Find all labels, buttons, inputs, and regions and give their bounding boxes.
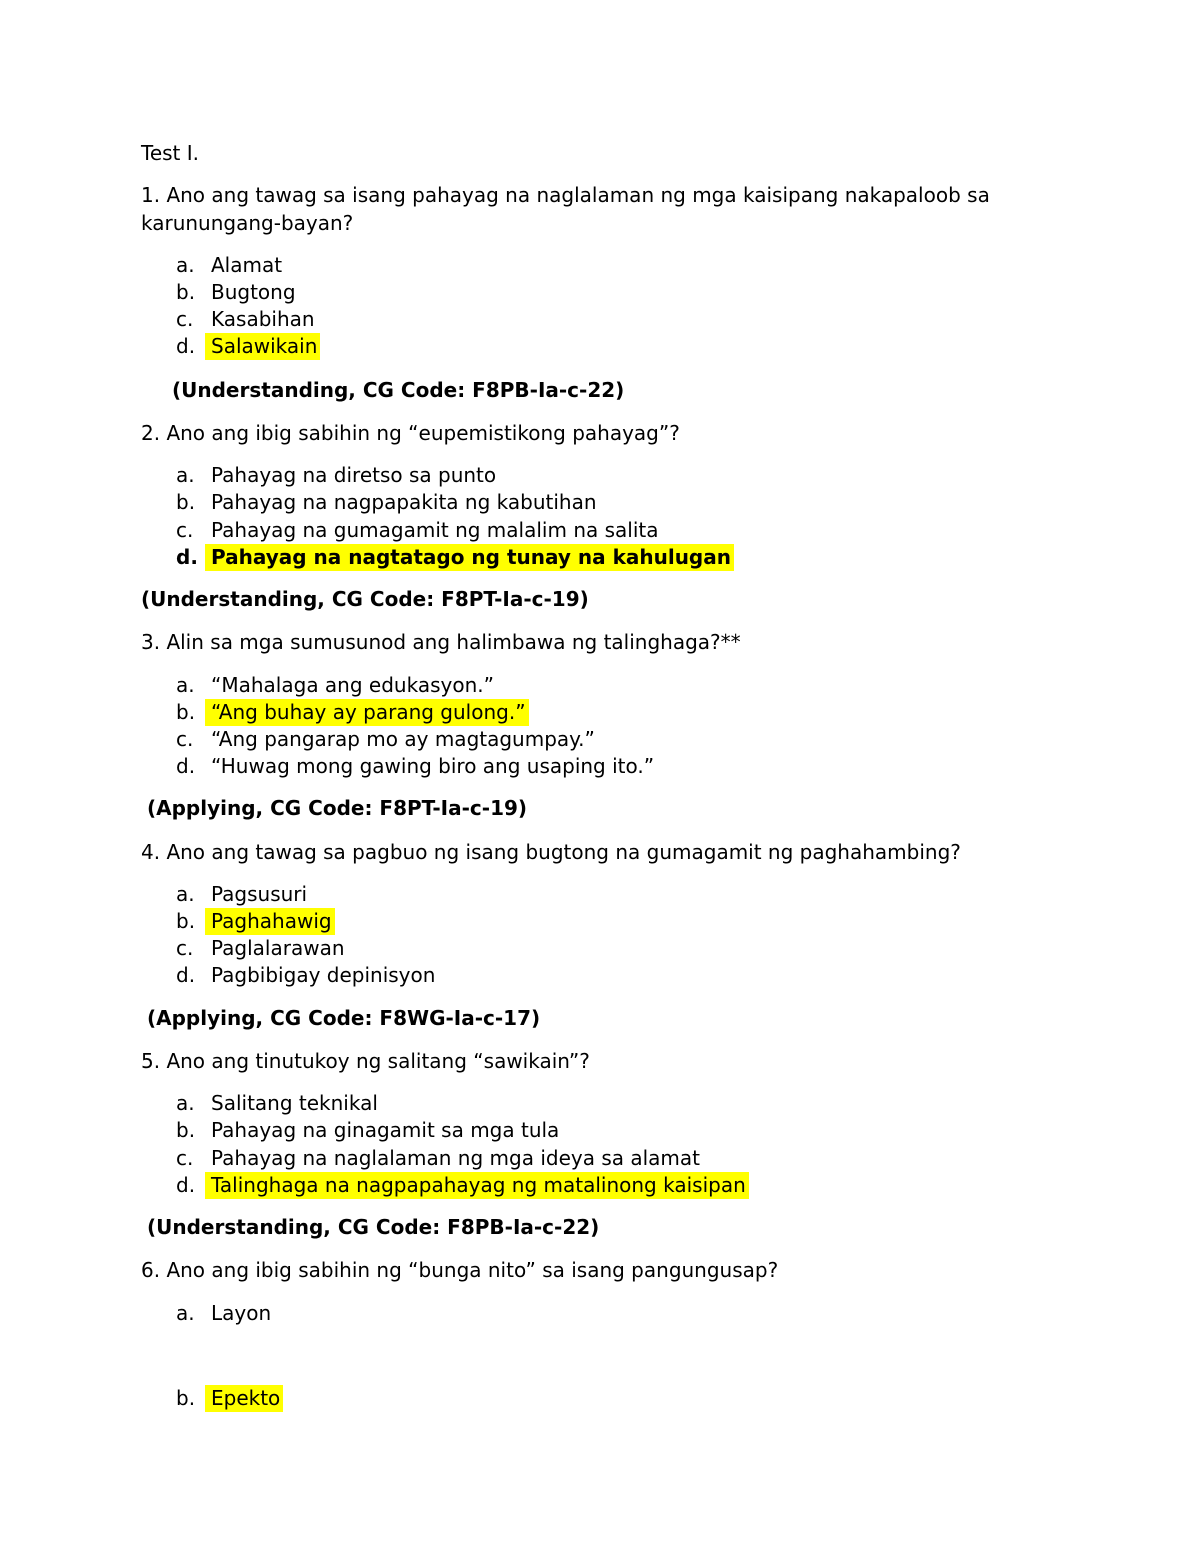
option-text: Pagbibigay depinisyon	[211, 963, 436, 987]
option-text: Pahayag na ginagamit sa mga tula	[211, 1118, 560, 1142]
question-5-cg-code: (Understanding, CG Code: F8PB-Ia-c-22)	[147, 1215, 600, 1239]
option-letter: b.	[176, 700, 196, 724]
option-letter: c.	[176, 1146, 194, 1170]
answer-highlight: Epekto	[205, 1385, 283, 1412]
question-1-text-line1: 1. Ano ang tawag sa isang pahayag na naglalaman ng mga kaisipang nakapaloob sa	[141, 183, 990, 207]
question-4-text: 4. Ano ang tawag sa pagbuo ng isang bugtong na gumagamit ng paghahambing?	[141, 840, 961, 864]
option-text: Pahayag na gumagamit ng malalim na salita	[211, 518, 659, 542]
option-letter: d.	[176, 963, 196, 987]
answer-highlight: “Ang buhay ay parang gulong.”	[205, 699, 529, 726]
option-letter: d.	[176, 754, 196, 778]
option-text: Kasabihan	[211, 307, 315, 331]
question-4-cg-code: (Applying, CG Code: F8WG-Ia-c-17)	[147, 1006, 541, 1030]
question-2-text: 2. Ano ang ibig sabihin ng “eupemistikong pahayag”?	[141, 421, 680, 445]
option-letter: a.	[176, 1091, 195, 1115]
question-1-text-line2: karunungang-bayan?	[141, 211, 354, 235]
option-text: Pahayag na nagpapakita ng kabutihan	[211, 490, 597, 514]
option-letter: a.	[176, 882, 195, 906]
option-text: “Huwag mong gawing biro ang usaping ito.”	[211, 754, 655, 778]
option-letter: a.	[176, 253, 195, 277]
option-letter: d.	[176, 334, 196, 358]
option-letter: b.	[176, 1118, 196, 1142]
option-text: Alamat	[211, 253, 283, 277]
question-6-text: 6. Ano ang ibig sabihin ng “bunga nito” sa isang pangungusap?	[141, 1258, 779, 1282]
option-letter: a.	[176, 1301, 195, 1325]
question-3-text: 3. Alin sa mga sumusunod ang halimbawa ng talinghaga?**	[141, 630, 741, 654]
option-text: “Mahalaga ang edukasyon.”	[211, 673, 494, 697]
option-text: Pahayag na naglalaman ng mga ideya sa alamat	[211, 1146, 701, 1170]
option-text: Paglalarawan	[211, 936, 345, 960]
option-letter: c.	[176, 518, 194, 542]
question-1-cg-code: (Understanding, CG Code: F8PB-Ia-c-22)	[172, 378, 625, 402]
option-letter: b.	[176, 490, 196, 514]
option-letter: c.	[176, 727, 194, 751]
answer-highlight: Salawikain	[205, 333, 320, 360]
answer-highlight: Talinghaga na nagpapahayag ng matalinong kaisipan	[205, 1172, 749, 1199]
answer-highlight: Paghahawig	[205, 908, 335, 935]
option-text: Layon	[211, 1301, 272, 1325]
option-letter: d.	[176, 545, 198, 569]
question-2-cg-code: (Understanding, CG Code: F8PT-Ia-c-19)	[141, 587, 589, 611]
option-text: Salitang teknikal	[211, 1091, 378, 1115]
question-3-cg-code: (Applying, CG Code: F8PT-Ia-c-19)	[147, 796, 528, 820]
option-letter: a.	[176, 463, 195, 487]
test-title: Test I.	[141, 141, 199, 165]
answer-highlight: Pahayag na nagtatago ng tunay na kahulugan	[205, 544, 734, 571]
option-text: “Ang pangarap mo ay magtagumpay.”	[211, 727, 595, 751]
option-text: Pagsusuri	[211, 882, 308, 906]
option-letter: b.	[176, 280, 196, 304]
question-5-text: 5. Ano ang tinutukoy ng salitang “sawikain”?	[141, 1049, 590, 1073]
option-text: Pahayag na diretso sa punto	[211, 463, 497, 487]
option-letter: c.	[176, 936, 194, 960]
option-letter: b.	[176, 909, 196, 933]
option-letter: d.	[176, 1173, 196, 1197]
option-letter: c.	[176, 307, 194, 331]
option-letter: a.	[176, 673, 195, 697]
option-letter: b.	[176, 1386, 196, 1410]
option-text: Bugtong	[211, 280, 296, 304]
